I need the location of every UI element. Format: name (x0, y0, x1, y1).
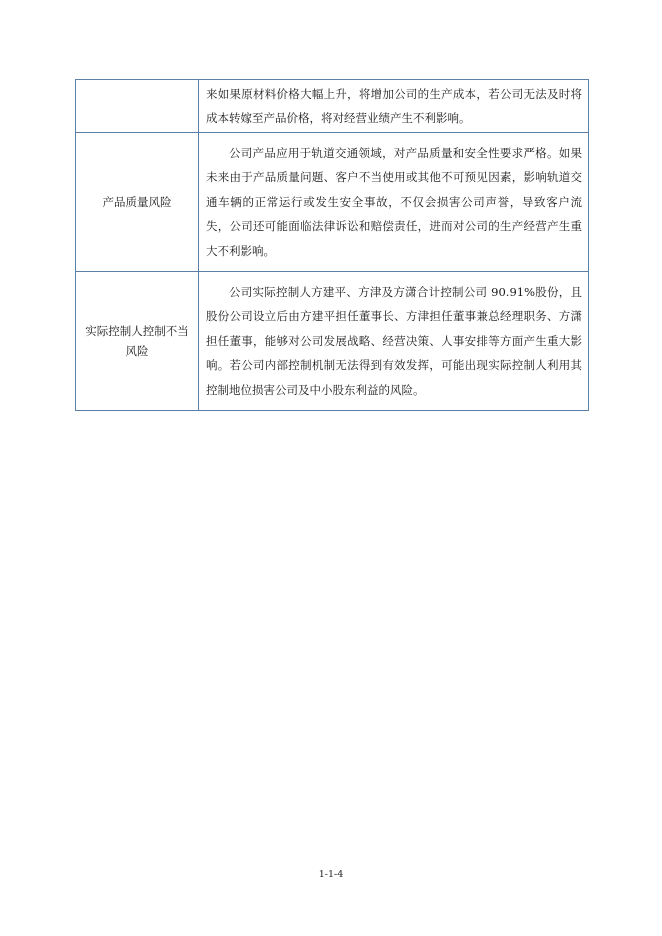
page-number: 1-1-4 (318, 869, 344, 880)
risk-description-cell (199, 133, 589, 272)
risk-description-cell (199, 272, 589, 411)
risk-description-cell (199, 80, 589, 133)
risk-factor-table (75, 79, 589, 411)
risk-description-text: 公司产品应用于轨道交通领域，对产品质量和安全性要求严格。如果未来由于产品质量问题、客户不当使用或其他不可预见因素，影响轨道交通车辆的正常运行或发生安全事故，不仅会损害公司声誉，导致客户流失，公司还可能面临法律诉讼和赔偿责任，进而对公司的生产经营产生重大不利影响。 (206, 145, 582, 258)
risk-description-text: 来如果原材料价格大幅上升，将增加公司的生产成本，若公司无法及时将成本转嫁至产品价格，将对经营业绩产生不利影响。 (206, 86, 582, 125)
table-row (76, 133, 589, 272)
risk-name-cell (76, 80, 199, 133)
risk-description-text: 公司实际控制人方建平、方津及方潇合计控制公司 90.91%股份，且股份公司设立后由方建平担任董事长、方津担任董事兼总经理职务、方潇担任董事，能够对公司发展战略、经营决策、人事安排等方面产生重大影响。若公司内部控制机制无法得到有效发挥，可能出现实际控制人利用其控制地位损害公司及中小股东利益的风险。 (206, 284, 582, 397)
table-row (76, 272, 589, 411)
risk-name-cell: 产品质量风险 (76, 133, 199, 272)
table-row (76, 80, 589, 133)
risk-name-cell: 实际控制人控制不当风险 (76, 272, 199, 411)
